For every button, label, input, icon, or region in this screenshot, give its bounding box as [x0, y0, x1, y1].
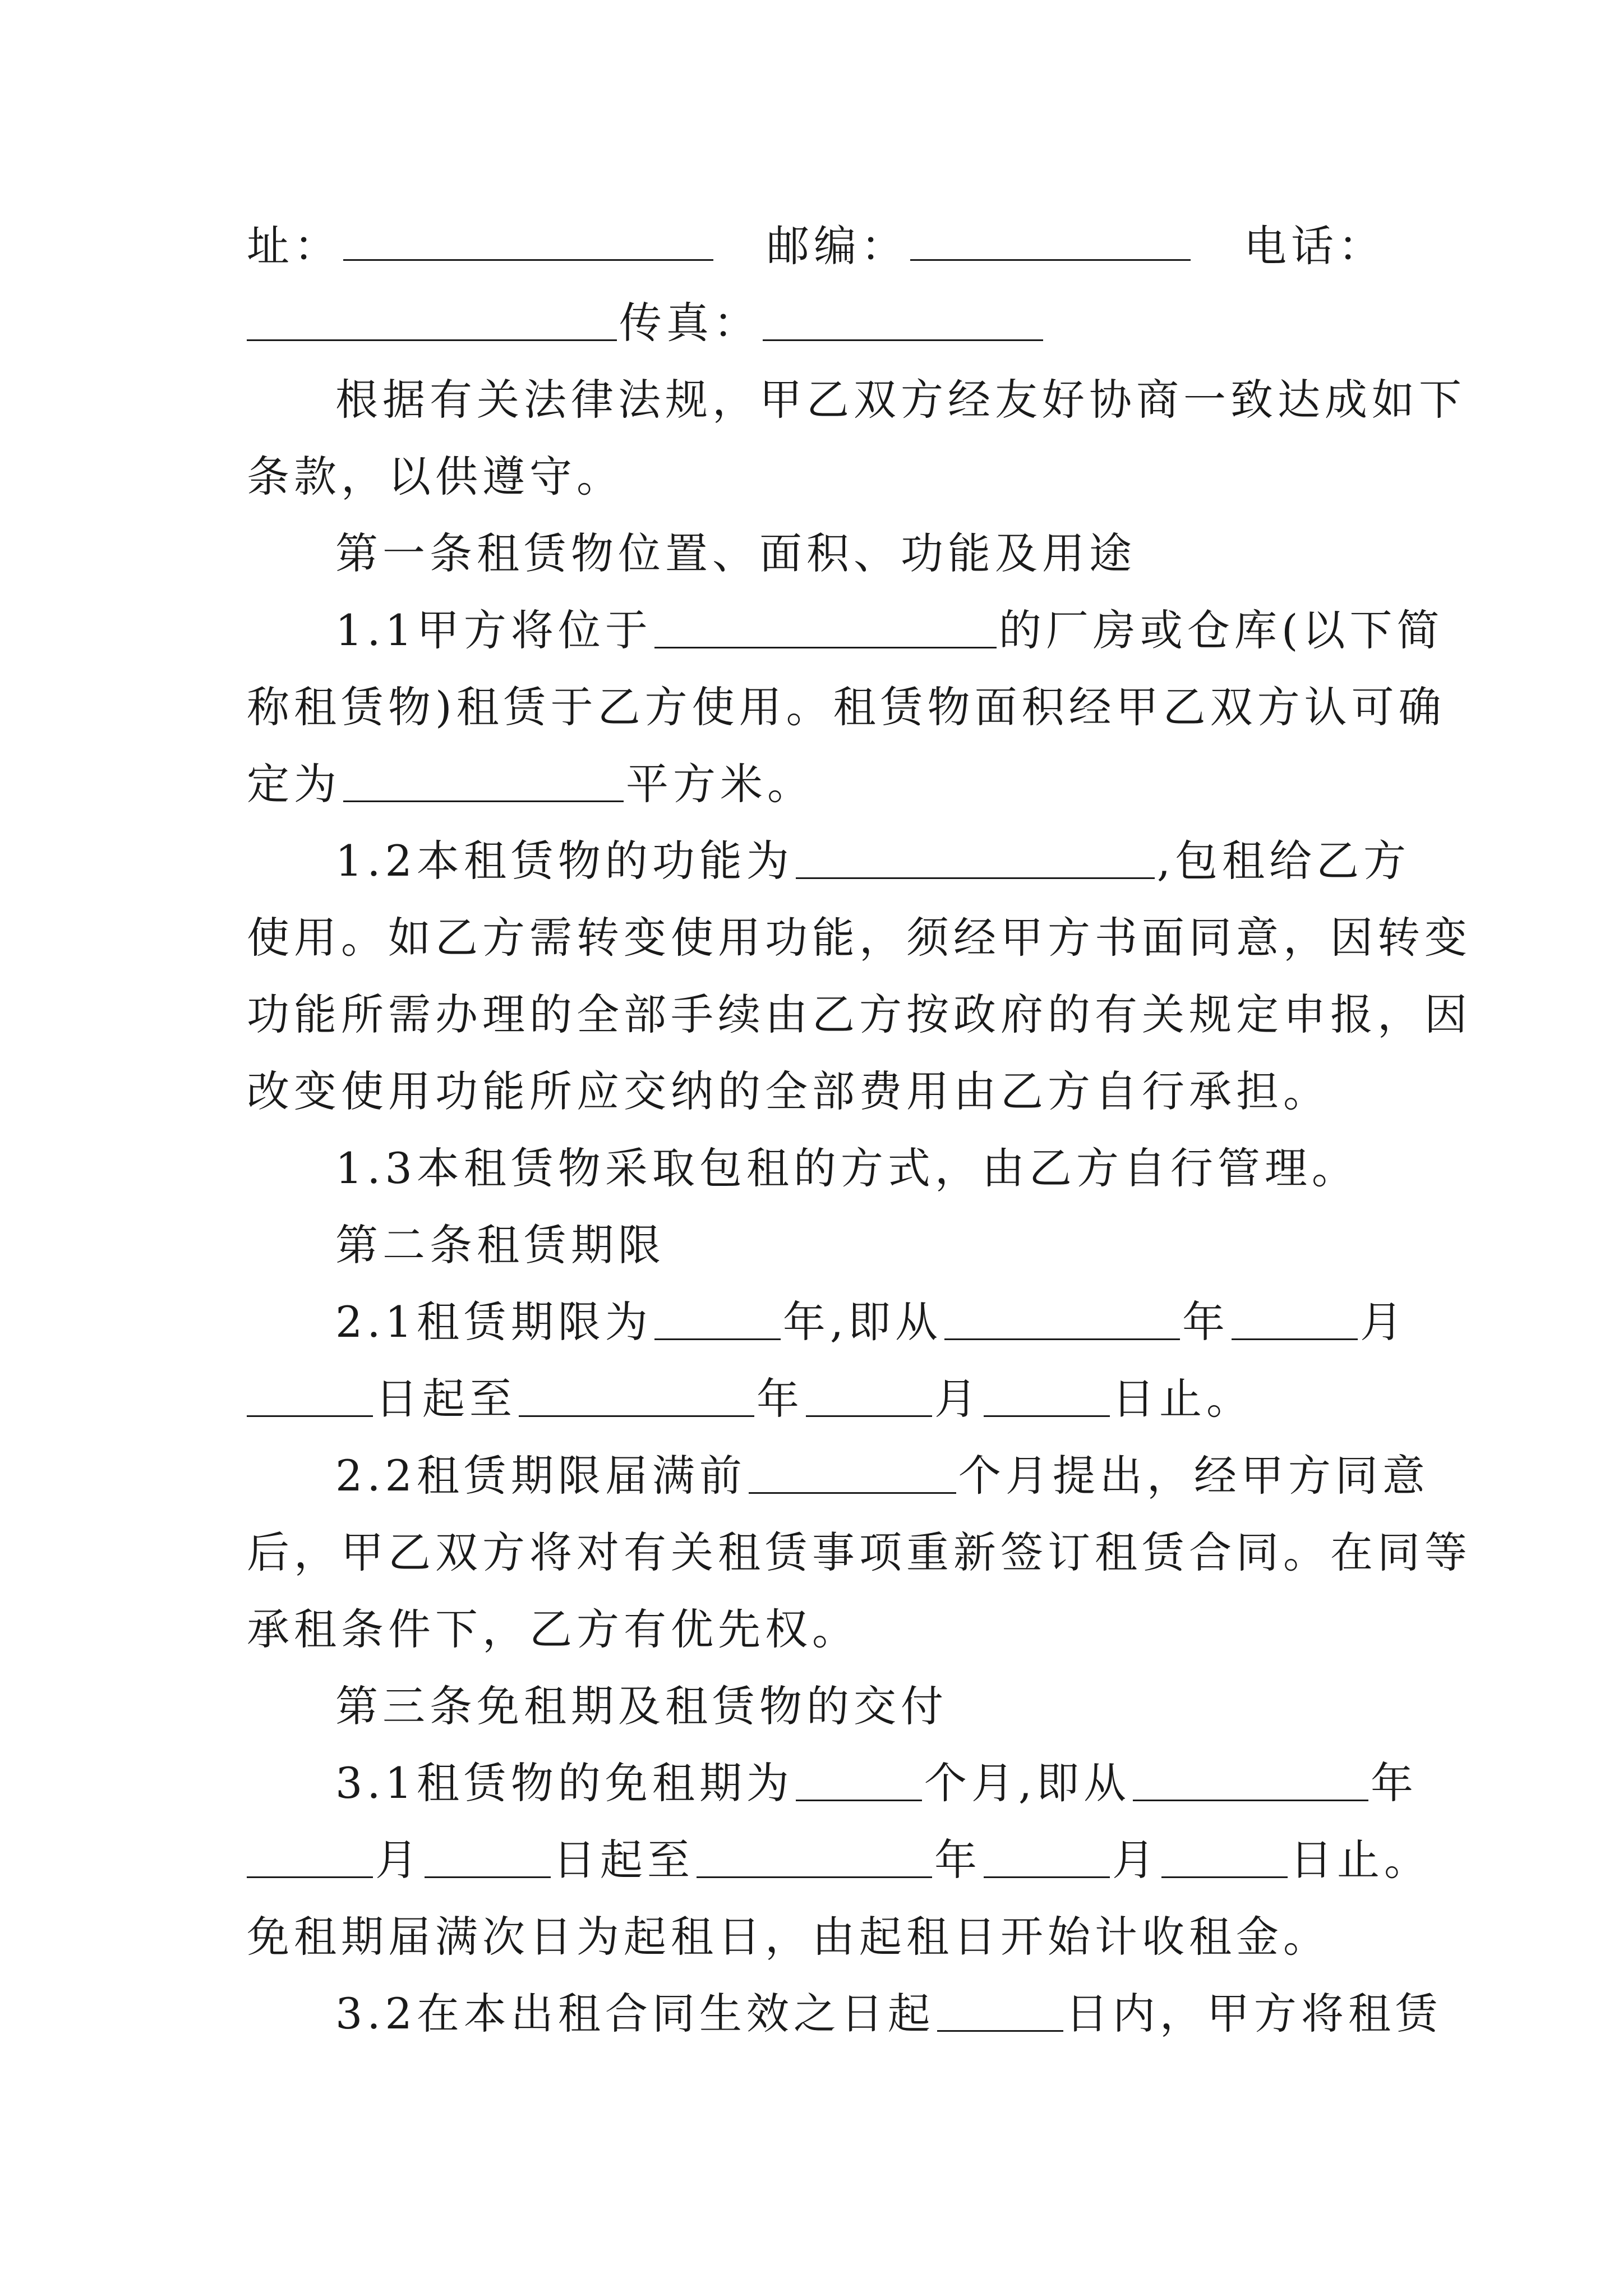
- clause-2-1-text-e: 日起至: [375, 1374, 517, 1424]
- end-day-blank[interactable]: [984, 1374, 1110, 1417]
- area-blank[interactable]: [343, 759, 624, 802]
- address-label: 址：: [247, 221, 341, 271]
- clause-1-1-line-3: [247, 746, 1385, 822]
- free-start-day-blank[interactable]: [425, 1835, 551, 1878]
- clause-3-1-text-a: 3.1租赁物的免租期为: [335, 1758, 794, 1808]
- location-blank[interactable]: [654, 605, 997, 648]
- clause-2-1-text-c: 年: [1182, 1297, 1230, 1347]
- clause-2-1-text-h: 日止。: [1112, 1374, 1253, 1424]
- article-3-title: 第三条免租期及租赁物的交付: [335, 1681, 948, 1731]
- clause-1-2-line-2: 使用。如乙方需转变使用功能，须经甲方书面同意，因转变: [247, 913, 1472, 963]
- clause-3-2-text-a: 3.2在本出租合同生效之日起: [335, 1989, 935, 2039]
- postcode-label: 邮编：: [767, 221, 908, 271]
- clause-1-1-text-a: 1.1甲方将位于: [335, 605, 652, 655]
- clause-2-2-line-1: [247, 1437, 1430, 1514]
- clause-1-3: 1.3本租赁物采取包租的方式，由乙方自行管理。: [335, 1143, 1359, 1193]
- clause-1-2-line-3: 功能所需办理的全部手续由乙方按政府的有关规定申报，因: [247, 990, 1472, 1039]
- clause-3-1-line-3: 免租期届满次日为起租日，由起租日开始计收租金。: [247, 1912, 1330, 1962]
- clause-2-2-line-3: 承租条件下，乙方有优先权。: [247, 1604, 859, 1654]
- phone-label: 电话：: [1244, 221, 1385, 271]
- clause-3-1-text-b: 个月,即从: [924, 1758, 1131, 1808]
- clause-2-2-text-b: 个月提出，经甲方同意: [958, 1451, 1430, 1501]
- intro-line-1: 根据有关法律法规，甲乙双方经友好协商一致达成如下: [335, 375, 1466, 425]
- clause-2-1-text-a: 2.1租赁期限为: [335, 1297, 652, 1347]
- address-group: [247, 208, 716, 284]
- free-months-blank[interactable]: [796, 1758, 922, 1801]
- start-day-blank[interactable]: [247, 1374, 373, 1417]
- clause-1-1-line-1: [247, 592, 1444, 669]
- article-1-title: 第一条租赁物位置、面积、功能及用途: [335, 528, 1136, 578]
- clause-1-1-line-2: 称租赁物)租赁于乙方使用。租赁物面积经甲乙双方认可确: [247, 682, 1446, 732]
- intro-line-2: 条款，以供遵守。: [247, 452, 624, 501]
- end-month-blank[interactable]: [806, 1374, 932, 1417]
- clause-3-1-text-h: 日止。: [1290, 1835, 1431, 1885]
- free-end-year-blank[interactable]: [697, 1835, 932, 1878]
- clause-3-2-text-b: 日内，甲方将租赁: [1065, 1989, 1442, 2039]
- phone-blank[interactable]: [247, 298, 617, 341]
- clause-3-1-text-c: 年: [1371, 1758, 1418, 1808]
- free-start-month-blank[interactable]: [247, 1835, 373, 1878]
- clause-2-1-text-g: 月: [934, 1374, 981, 1424]
- clause-3-1-text-f: 年: [934, 1835, 981, 1885]
- fax-blank[interactable]: [763, 298, 1043, 341]
- fax-label: 传真：: [619, 298, 760, 348]
- clause-1-1-text-d: 平方米。: [626, 759, 814, 809]
- delivery-days-blank[interactable]: [937, 1989, 1063, 2032]
- clause-3-1-line-1: [247, 1745, 1418, 1821]
- free-end-day-blank[interactable]: [1161, 1835, 1288, 1878]
- fax-line: [247, 284, 1385, 361]
- postcode-group: [767, 208, 1193, 284]
- clause-3-2-line-1: [247, 1975, 1442, 2052]
- clause-2-1-line-2: [247, 1360, 1385, 1437]
- term-years-blank[interactable]: [654, 1297, 781, 1340]
- address-blank[interactable]: [343, 218, 713, 261]
- contract-page: [247, 208, 1472, 2052]
- clause-3-1-text-e: 日起至: [553, 1835, 694, 1885]
- start-month-blank[interactable]: [1232, 1297, 1358, 1340]
- clause-1-2-line-4: 改变使用功能所应交纳的全部费用由乙方自行承担。: [247, 1066, 1330, 1116]
- clause-2-1-line-1: [247, 1283, 1408, 1360]
- article-2-title: 第二条租赁期限: [335, 1220, 665, 1270]
- clause-2-1-text-b: 年,即从: [782, 1297, 943, 1347]
- clause-2-2-line-2: 后，甲乙双方将对有关租赁事项重新签订租赁合同。在同等: [247, 1527, 1472, 1577]
- clause-1-2-line-1: [247, 822, 1411, 899]
- start-year-blank[interactable]: [944, 1297, 1180, 1340]
- clause-2-2-text-a: 2.2租赁期限届满前: [335, 1451, 746, 1501]
- end-year-blank[interactable]: [519, 1374, 754, 1417]
- free-start-year-blank[interactable]: [1133, 1758, 1368, 1801]
- free-end-month-blank[interactable]: [984, 1835, 1110, 1878]
- clause-2-1-text-d: 月: [1360, 1297, 1408, 1347]
- clause-1-1-text-c: 定为: [247, 759, 341, 809]
- postcode-blank[interactable]: [910, 218, 1191, 261]
- clause-3-1-text-g: 月: [1112, 1835, 1159, 1885]
- clause-1-1-text-b: 的厂房或仓库(以下简: [998, 605, 1444, 655]
- function-blank[interactable]: [796, 836, 1155, 879]
- clause-3-1-line-2: [247, 1821, 1431, 1898]
- contact-line: [247, 208, 1385, 284]
- clause-3-1-text-d: 月: [375, 1835, 422, 1885]
- clause-1-2-text-a: 1.2本租赁物的功能为: [335, 836, 794, 886]
- clause-2-1-text-f: 年: [757, 1374, 804, 1424]
- clause-1-2-text-b: ,包租给乙方: [1156, 836, 1411, 886]
- notice-months-blank[interactable]: [749, 1451, 956, 1494]
